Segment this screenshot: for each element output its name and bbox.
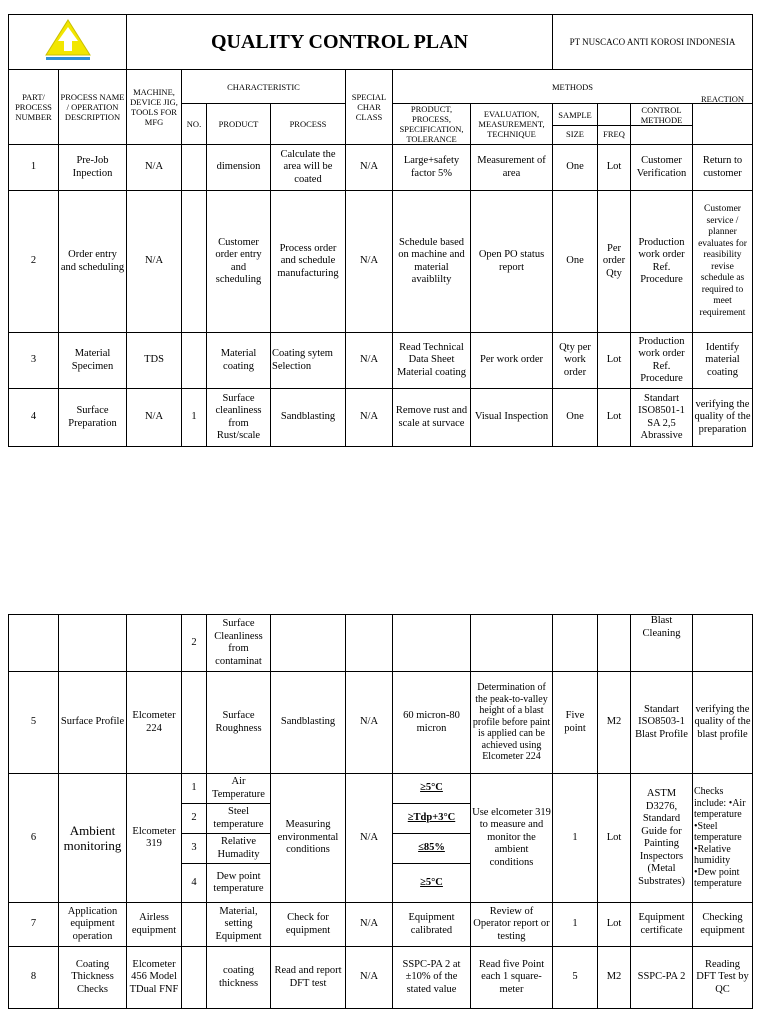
- table-row: [9, 191, 753, 333]
- col-header-reaction: REACTION: [693, 104, 753, 145]
- evaluation: Per work order: [471, 333, 553, 389]
- part-number: 5: [9, 672, 59, 774]
- machine: Airless equipment: [127, 903, 182, 947]
- col-header-size: SIZE: [566, 129, 584, 139]
- control-method: Production work order Ref. Procedure: [631, 333, 693, 389]
- char-no: [182, 191, 207, 333]
- col-header-freq-cell: [598, 104, 631, 145]
- part-number: 3: [9, 333, 59, 389]
- machine: Elcometer 319: [127, 774, 182, 903]
- reaction: Checking equipment: [693, 903, 753, 947]
- col-header-characteristic: CHARACTERISTIC: [182, 70, 346, 104]
- evaluation: Use elcometer 319 to measure and monitor the ambient conditions: [471, 774, 553, 903]
- col-header-spec: PRODUCT, PROCESS, SPECIFICATION, TOLERANCE: [393, 104, 471, 145]
- char-no: [182, 903, 207, 947]
- evaluation: Determination of the peak-to-valley height of a blast profile before paint is applied can be achieved using Elcometer 224: [471, 672, 553, 774]
- special-char: N/A: [346, 191, 393, 333]
- page-title: QUALITY CONTROL PLAN: [127, 15, 553, 70]
- char-no: 2: [182, 615, 207, 672]
- table-row: [9, 389, 753, 447]
- special-char: N/A: [346, 947, 393, 1009]
- table-row: [9, 947, 753, 1009]
- part-number: 1: [9, 145, 59, 191]
- spec: Read Technical Data Sheet Material coating: [393, 333, 471, 389]
- table-row: [9, 333, 753, 389]
- spec: Large+safety factor 5%: [393, 145, 471, 191]
- char-process: Calculate the area will be coated: [271, 145, 346, 191]
- frequency: Lot: [598, 333, 631, 389]
- col-header-special-char: SPECIAL CHAR CLASS: [346, 70, 393, 145]
- process-name: Surface Profile: [59, 672, 127, 774]
- char-product: Air Temperature: [207, 774, 271, 804]
- special-char: N/A: [346, 333, 393, 389]
- reaction: Return to customer: [693, 145, 753, 191]
- char-product: Dew point temperature: [207, 864, 271, 903]
- machine: Elcometer 456 Model TDual FNF: [127, 947, 182, 1009]
- process-name: Material Specimen: [59, 333, 127, 389]
- control-method: Customer Verification: [631, 145, 693, 191]
- char-product: Surface Roughness: [207, 672, 271, 774]
- col-header-char-process: PROCESS: [271, 104, 346, 145]
- col-header-evaluation: EVALUATION, MEASUREMENT, TECHNIQUE: [471, 104, 553, 145]
- col-header-control: CONTROL METHODE: [631, 105, 692, 126]
- evaluation: Open PO status report: [471, 191, 553, 333]
- char-process: Process order and schedule manufacturing: [271, 191, 346, 333]
- evaluation: Visual Inspection: [471, 389, 553, 447]
- table-row: [9, 145, 753, 191]
- col-header-process-name: PROCESS NAME / OPERATION DESCRIPTION: [59, 70, 127, 145]
- evaluation: Review of Operator report or testing: [471, 903, 553, 947]
- machine: N/A: [127, 145, 182, 191]
- char-product: dimension: [207, 145, 271, 191]
- sample-size: 1: [553, 903, 598, 947]
- frequency: Per order Qty: [598, 191, 631, 333]
- control-method: Standart ISO8501-1 SA 2,5 Abrassive: [631, 389, 693, 447]
- logo-cell: [9, 15, 127, 70]
- sample-size: 1: [553, 774, 598, 903]
- control-method: SSPC-PA 2: [631, 947, 693, 1009]
- table-row: [9, 774, 753, 804]
- spec: ≥5°C: [393, 774, 471, 804]
- col-header-methods: METHODS: [393, 70, 753, 104]
- special-char: N/A: [346, 903, 393, 947]
- char-no: [182, 333, 207, 389]
- quality-control-plan-table-page-1: [8, 14, 753, 447]
- char-process: Sandblasting: [271, 389, 346, 447]
- sample-size: One: [553, 389, 598, 447]
- spec: SSPC-PA 2 at ±10% of the stated value: [393, 947, 471, 1009]
- process-name: Application equipment operation: [59, 903, 127, 947]
- control-method: Standart ISO8503-1 Blast Profile: [631, 672, 693, 774]
- char-product: Relative Humadity: [207, 834, 271, 864]
- part-number: 6: [9, 774, 59, 903]
- page-gap: [0, 445, 768, 614]
- frequency: Lot: [598, 774, 631, 903]
- sample-size: 5: [553, 947, 598, 1009]
- evaluation: Measurement of area: [471, 145, 553, 191]
- part-number: 7: [9, 903, 59, 947]
- char-no: 1: [182, 774, 207, 804]
- reaction: verifying the quality of the preparation: [693, 389, 753, 447]
- frequency: M2: [598, 947, 631, 1009]
- machine: N/A: [127, 191, 182, 333]
- triangle-arrow-logo-icon: [42, 17, 94, 63]
- char-product: Steel temperature: [207, 804, 271, 834]
- reaction: Reading DFT Test by QC: [693, 947, 753, 1009]
- char-product: Material, setting Equipment: [207, 903, 271, 947]
- control-method: Production work order Ref. Procedure: [631, 191, 693, 333]
- col-header-char-product: PRODUCT: [207, 104, 271, 145]
- char-process: Sandblasting: [271, 672, 346, 774]
- reaction: Customer service / planner evaluates for reasibility revise schedule as required to meet requirement: [693, 191, 753, 333]
- table-row: [9, 672, 753, 774]
- control-method: Equipment certificate: [631, 903, 693, 947]
- spec: Remove rust and scale at survace: [393, 389, 471, 447]
- sample-size: One: [553, 145, 598, 191]
- frequency: M2: [598, 672, 631, 774]
- sample-size: One: [553, 191, 598, 333]
- sample-size: Five point: [553, 672, 598, 774]
- char-product: coating thickness: [207, 947, 271, 1009]
- spec: ≥5°C: [393, 864, 471, 903]
- spec: 60 micron-80 micron: [393, 672, 471, 774]
- quality-control-plan-table-page-2: [8, 614, 753, 1009]
- part-number: 4: [9, 389, 59, 447]
- process-name: Coating Thickness Checks: [59, 947, 127, 1009]
- spec: Schedule based on machine and material avaiblilty: [393, 191, 471, 333]
- char-no: 4: [182, 864, 207, 903]
- char-no: 3: [182, 834, 207, 864]
- machine: N/A: [127, 389, 182, 447]
- char-no: 2: [182, 804, 207, 834]
- char-process: Coating sytem Selection: [271, 333, 346, 389]
- special-char: N/A: [346, 774, 393, 903]
- col-header-char-no: NO.: [182, 104, 207, 145]
- part-number: 2: [9, 191, 59, 333]
- col-header-sample: [553, 104, 598, 145]
- char-process: Check for equipment: [271, 903, 346, 947]
- part-number: 8: [9, 947, 59, 1009]
- spec: Equipment calibrated: [393, 903, 471, 947]
- char-product: Customer order entry and scheduling: [207, 191, 271, 333]
- col-header-freq: FREQ: [603, 129, 625, 139]
- process-name: Pre-Job Inpection: [59, 145, 127, 191]
- reaction: Identify material coating: [693, 333, 753, 389]
- char-process: Measuring environmental conditions: [271, 774, 346, 903]
- table-row: [9, 903, 753, 947]
- frequency: Lot: [598, 145, 631, 191]
- frequency: Lot: [598, 389, 631, 447]
- special-char: N/A: [346, 389, 393, 447]
- control-method: ASTM D3276, Standard Guide for Painting Inspectors (Metal Substrates): [631, 774, 693, 903]
- reaction: Checks include: •Air temperature •Steel temperature •Relative humidity •Dew point temperature: [693, 774, 753, 903]
- char-no: [182, 672, 207, 774]
- spec: ≤85%: [393, 834, 471, 864]
- control-method: Blast Cleaning: [631, 615, 693, 672]
- machine: Elcometer 224: [127, 672, 182, 774]
- col-header-sample-label: SAMPLE: [553, 105, 597, 126]
- process-name: Ambient monitoring: [59, 774, 127, 903]
- process-name: Order entry and scheduling: [59, 191, 127, 333]
- col-header-control-cell: [631, 104, 693, 145]
- special-char: N/A: [346, 145, 393, 191]
- sample-size: Qty per work order: [553, 333, 598, 389]
- machine: TDS: [127, 333, 182, 389]
- spec: ≥Tdp+3°C: [393, 804, 471, 834]
- process-name: Surface Preparation: [59, 389, 127, 447]
- char-product: Surface cleanliness from Rust/scale: [207, 389, 271, 447]
- reaction: verifying the quality of the blast profile: [693, 672, 753, 774]
- company-name: PT NUSCACO ANTI KOROSI INDONESIA: [553, 15, 753, 70]
- col-header-machine: MACHINE, DEVICE JIG, TOOLS FOR MFG: [127, 70, 182, 145]
- frequency: Lot: [598, 903, 631, 947]
- table-row-continued: [9, 615, 753, 672]
- char-product: Material coating: [207, 333, 271, 389]
- char-no: [182, 145, 207, 191]
- char-no: [182, 947, 207, 1009]
- col-header-part-number: PART/ PROCESS NUMBER: [9, 70, 59, 145]
- char-process: Read and report DFT test: [271, 947, 346, 1009]
- char-product: Surface Cleanliness from contaminat: [207, 615, 271, 672]
- evaluation: Read five Point each 1 square-meter: [471, 947, 553, 1009]
- special-char: N/A: [346, 672, 393, 774]
- char-no: 1: [182, 389, 207, 447]
